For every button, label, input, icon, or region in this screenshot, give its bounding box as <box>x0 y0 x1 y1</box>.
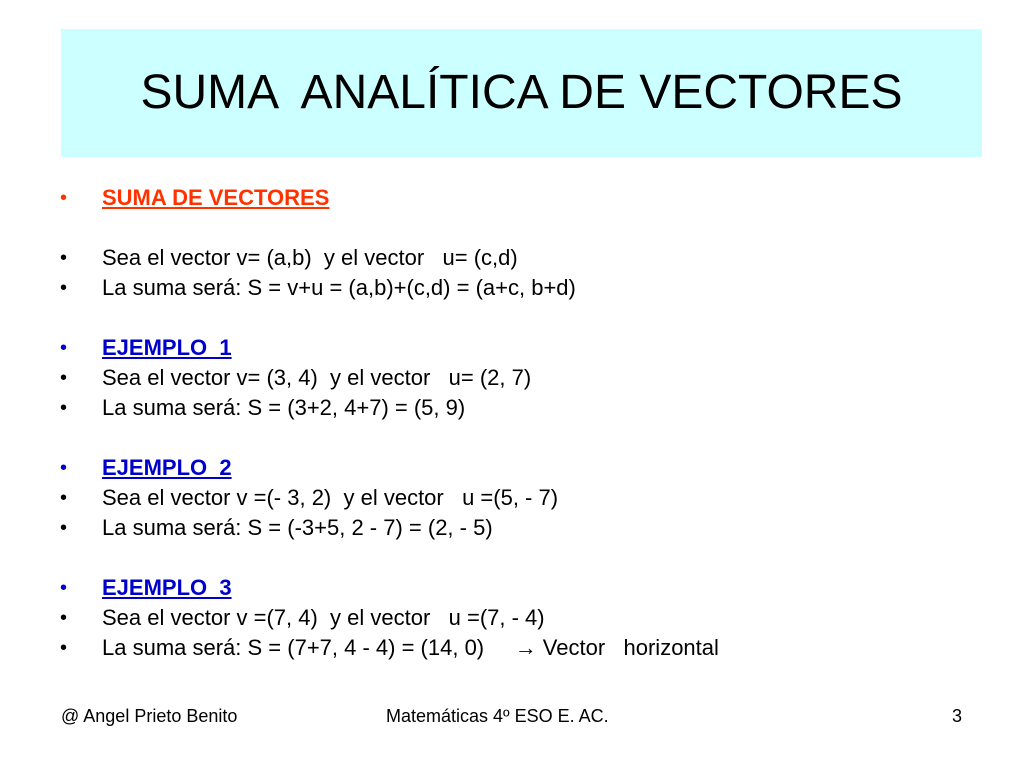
example-vectors-line: Sea el vector v= (3, 4) y el vector u= (2, 7) <box>102 365 532 390</box>
example-sum-line: La suma será: S = (7+7, 4 - 4) = (14, 0) → Vector horizontal <box>102 635 719 660</box>
bullet-icon: • <box>60 367 68 389</box>
bullet-icon: • <box>60 637 68 659</box>
list-item-example3-heading <box>60 573 960 603</box>
bullet-icon: • <box>60 517 68 539</box>
spacer <box>60 213 960 243</box>
list-item <box>60 483 960 513</box>
example-vectors-line: Sea el vector v =(- 3, 2) y el vector u =(5, - 7) <box>102 485 559 510</box>
bullet-icon: • <box>60 337 68 359</box>
list-item <box>60 273 960 303</box>
list-item <box>60 633 960 663</box>
definition-line: Sea el vector v= (a,b) y el vector u= (c,d) <box>102 245 518 270</box>
bullet-icon: • <box>60 487 68 509</box>
example-sum-line: La suma será: S = (-3+5, 2 - 7) = (2, - 5) <box>102 515 493 540</box>
example-sum-line: La suma será: S = (3+2, 4+7) = (5, 9) <box>102 395 466 420</box>
footer-page-number: 3 <box>952 706 963 726</box>
list-item <box>60 243 960 273</box>
bullet-icon: • <box>60 187 68 209</box>
list-item-suma-heading <box>60 183 960 213</box>
bullet-list <box>60 183 960 663</box>
list-item-example1-heading <box>60 333 960 363</box>
bullet-icon: • <box>60 277 68 299</box>
section-heading: SUMA DE VECTORES <box>102 185 330 210</box>
slide-title: SUMA ANALÍTICA DE VECTORES <box>140 66 903 119</box>
bullet-icon: • <box>60 457 68 479</box>
list-item <box>60 363 960 393</box>
bullet-icon: • <box>60 397 68 419</box>
example-heading: EJEMPLO 2 <box>102 455 232 480</box>
list-item <box>60 513 960 543</box>
example-vectors-line: Sea el vector v =(7, 4) y el vector u =(7, - 4) <box>102 605 545 630</box>
bullet-icon: • <box>60 247 68 269</box>
list-item <box>60 603 960 633</box>
list-item <box>60 393 960 423</box>
footer-course: Matemáticas 4º ESO E. AC. <box>386 706 609 726</box>
spacer <box>60 303 960 333</box>
formula-line: La suma será: S = v+u = (a,b)+(c,d) = (a+c, b+d) <box>102 275 576 300</box>
example-heading: EJEMPLO 1 <box>102 335 232 360</box>
bullet-icon: • <box>60 577 68 599</box>
footer-author: @ Angel Prieto Benito <box>61 706 238 726</box>
bullet-icon: • <box>60 607 68 629</box>
spacer <box>60 543 960 573</box>
list-item-example2-heading <box>60 453 960 483</box>
spacer <box>60 423 960 453</box>
title-banner <box>61 29 982 157</box>
example-heading: EJEMPLO 3 <box>102 575 232 600</box>
